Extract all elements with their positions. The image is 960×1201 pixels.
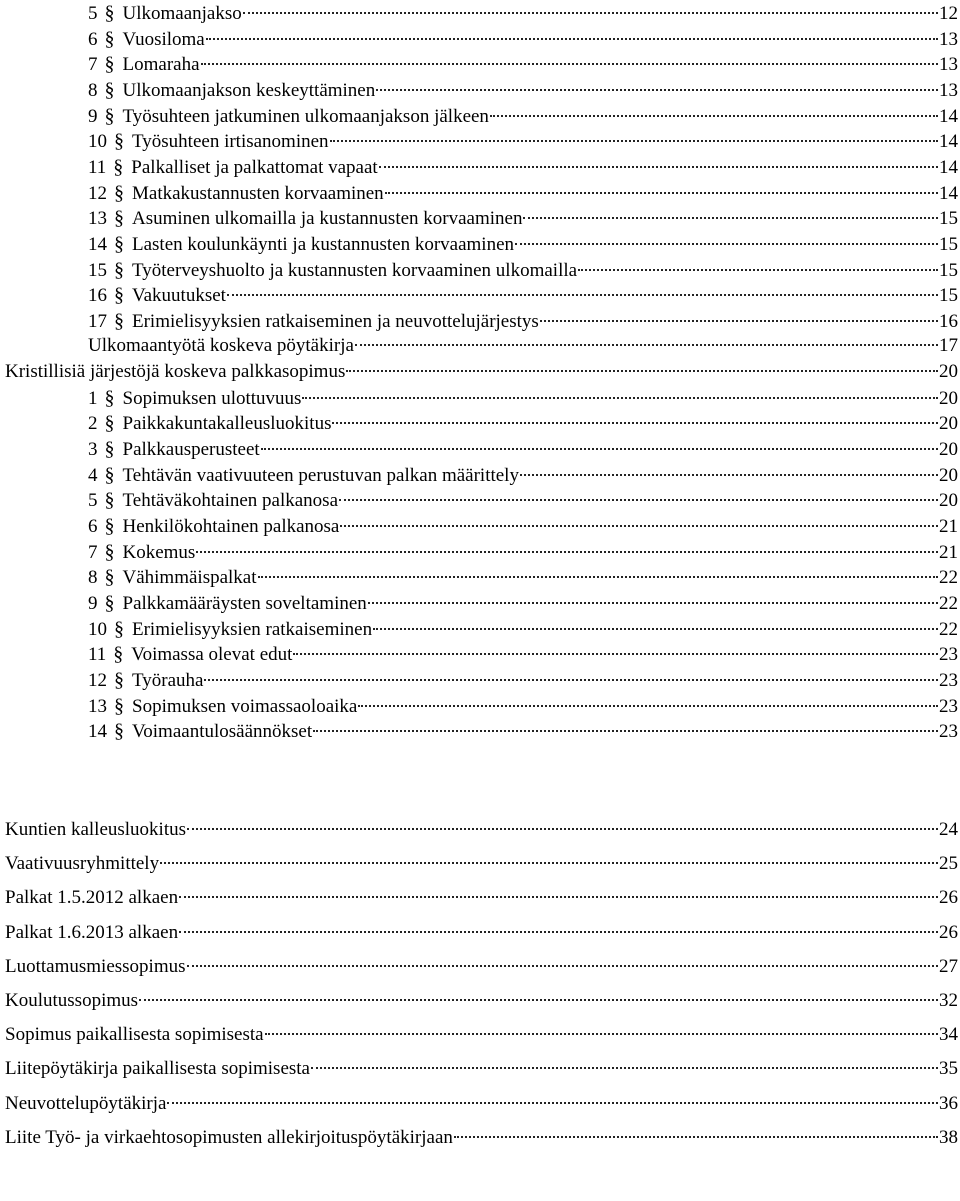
dot-leader <box>490 115 938 117</box>
toc-entry-number: 8 <box>88 79 98 101</box>
toc-entry-page: 20 <box>939 490 958 512</box>
toc-entry-page: 13 <box>939 54 958 76</box>
toc-entry-title: Voimaantulosäännökset <box>132 721 313 743</box>
toc-entry[interactable] <box>88 129 958 153</box>
dot-leader <box>313 730 938 732</box>
dot-leader <box>520 474 938 476</box>
toc-entry[interactable] <box>88 104 958 128</box>
toc-entry-number: 5 <box>88 3 98 24</box>
dot-leader <box>139 999 938 1001</box>
dot-leader <box>523 217 938 219</box>
dot-leader <box>243 12 938 14</box>
dot-leader <box>385 192 938 194</box>
toc-entry-number: 15 <box>88 259 107 281</box>
toc-entry[interactable] <box>5 921 958 945</box>
toc-entry-page: 36 <box>939 1092 958 1114</box>
dot-leader <box>293 653 938 655</box>
toc-entry-page: 14 <box>939 182 958 204</box>
dot-leader <box>167 1102 938 1104</box>
toc-entry-number: 10 <box>88 131 107 153</box>
toc-entry-page: 23 <box>939 695 958 717</box>
section-sign-icon: § <box>104 78 115 101</box>
toc-entry-number: 2 <box>88 413 98 435</box>
dot-leader <box>160 862 938 864</box>
toc-entry-number: 8 <box>88 567 98 589</box>
toc-entry[interactable] <box>88 565 958 589</box>
section-sign-icon: § <box>104 566 115 589</box>
toc-entry-page: 20 <box>939 387 958 409</box>
toc-entry-title: Matkakustannusten korvaaminen <box>132 182 384 204</box>
toc-entry-title: Erimielisyyksien ratkaiseminen ja neuvottelujärjestys <box>132 310 539 332</box>
toc-entry-page: 16 <box>939 310 958 332</box>
toc-entry[interactable] <box>88 78 958 102</box>
toc-entry-page: 12 <box>939 3 958 24</box>
toc-entry-title: Kristillisiä järjestöjä koskeva palkkasopimus <box>5 361 346 383</box>
section-sign-icon: § <box>104 515 115 537</box>
dot-leader <box>376 89 938 91</box>
dot-leader <box>332 422 938 424</box>
toc-entry-page: 15 <box>939 259 958 281</box>
toc-entry-title: Lasten koulunkäynti ja kustannusten korvaaminen <box>132 233 515 255</box>
toc-entry-title: Paikkakuntakalleusluokitus <box>122 413 332 435</box>
toc-entry-title: Palkkamääräysten soveltaminen <box>122 592 367 614</box>
toc-entry-page: 20 <box>939 439 958 461</box>
section-sign-icon: § <box>113 155 124 178</box>
toc-entry-title: Lomaraha <box>122 54 200 76</box>
dot-leader <box>355 344 938 346</box>
section-sign-icon: § <box>114 668 124 691</box>
section-sign-icon: § <box>114 617 124 640</box>
section-sign-icon: § <box>114 130 124 153</box>
toc-entry-page: 23 <box>939 669 958 691</box>
toc-entry[interactable] <box>88 386 958 410</box>
dot-leader <box>187 828 938 830</box>
toc-entry-number: 14 <box>88 233 107 255</box>
dot-leader <box>179 931 938 933</box>
toc-entry-title: Palkat 1.6.2013 alkaen <box>5 921 179 943</box>
section-sign-icon: § <box>114 258 124 281</box>
toc-entry-title: Vähimmäispalkat <box>122 567 257 589</box>
toc-entry[interactable] <box>5 886 958 910</box>
toc-entry-title: Palkat 1.5.2012 alkaen <box>5 887 179 909</box>
toc-entry[interactable] <box>88 617 958 641</box>
toc-entry-title: Vakuutukset <box>132 285 226 307</box>
dot-leader <box>311 1067 938 1069</box>
toc-entry[interactable] <box>88 27 958 51</box>
section-sign-icon: § <box>104 386 115 409</box>
dot-leader <box>379 166 938 168</box>
toc-entry-page: 26 <box>939 921 958 943</box>
toc-entry-number: 7 <box>88 541 98 563</box>
dot-leader <box>454 1136 938 1138</box>
toc-entry[interactable] <box>5 1023 958 1047</box>
toc-entry[interactable] <box>88 258 958 282</box>
dot-leader <box>206 38 938 40</box>
toc-entry-page: 22 <box>939 618 958 640</box>
dot-leader <box>187 965 939 967</box>
dot-leader <box>540 320 938 322</box>
toc-entry[interactable] <box>88 463 958 487</box>
section-sign-icon: § <box>114 284 124 307</box>
toc-entry-title: Työterveyshuolto ja kustannusten korvaaminen ulkomailla <box>132 259 578 281</box>
toc-entry-page: 14 <box>939 105 958 127</box>
toc-entry-page: 14 <box>939 156 958 178</box>
toc-entry-title: Ulkomaantyötä koskeva pöytäkirja <box>88 335 354 357</box>
section-sign-icon: § <box>104 438 115 461</box>
dot-leader <box>179 896 938 898</box>
toc-entry[interactable] <box>88 591 958 615</box>
section-sign-icon: § <box>114 181 124 204</box>
toc-entry-title: Kokemus <box>122 541 196 563</box>
toc-entry-page: 17 <box>939 335 958 357</box>
toc-entry-title: Palkkausperusteet <box>122 439 260 461</box>
toc-entry-number: 7 <box>88 54 98 76</box>
toc-entry[interactable] <box>88 437 958 461</box>
toc-entry-page: 34 <box>939 1024 958 1046</box>
toc-entry[interactable] <box>88 488 958 512</box>
toc-entry-page: 35 <box>939 1058 958 1080</box>
toc-entry-title: Liitepöytäkirja paikallisesta sopimisesta <box>5 1058 310 1080</box>
dot-leader <box>339 499 938 501</box>
toc-entry-page: 22 <box>939 567 958 589</box>
section-sign-icon: § <box>104 53 115 76</box>
toc-entry-title: Työsuhteen irtisanominen <box>132 131 329 153</box>
toc-entry-page: 20 <box>939 361 958 383</box>
toc-entry-page: 32 <box>939 990 958 1011</box>
toc-entry-title: Ulkomaanjakso <box>122 3 242 24</box>
toc-entry-title: Sopimuksen voimassaoloaika <box>132 695 358 717</box>
toc-entry-number: 6 <box>88 516 98 537</box>
toc-entry-page: 23 <box>939 721 958 743</box>
dot-leader <box>201 63 938 65</box>
section-sign-icon: § <box>104 489 115 512</box>
toc-entry-number: 4 <box>88 464 98 486</box>
section-sign-icon: § <box>104 591 115 614</box>
toc-entry-title: Kuntien kalleusluokitus <box>5 819 187 840</box>
toc-entry-number: 16 <box>88 285 107 307</box>
toc-entry[interactable] <box>5 989 958 1013</box>
toc-entry[interactable] <box>88 694 958 718</box>
toc-entry[interactable] <box>5 818 958 842</box>
toc-entry-page: 27 <box>939 955 958 977</box>
toc-entry-number: 9 <box>88 105 98 127</box>
toc-entry-title: Sopimuksen ulottuvuus <box>122 387 302 409</box>
toc-entry-page: 13 <box>939 28 958 50</box>
dot-leader <box>578 269 938 271</box>
section-sign-icon: § <box>114 207 124 230</box>
toc-entry-title: Erimielisyyksien ratkaiseminen <box>132 618 373 640</box>
section-sign-icon: § <box>113 643 124 666</box>
toc-entry-number: 13 <box>88 695 107 717</box>
toc-entry[interactable] <box>88 155 958 179</box>
toc-entry[interactable] <box>88 411 958 435</box>
dot-leader <box>196 551 938 553</box>
toc-entry-title: Työsuhteen jatkuminen ulkomaanjakson jälkeen <box>122 105 489 127</box>
toc-entry-page: 25 <box>939 853 958 875</box>
toc-entry-page: 26 <box>939 887 958 909</box>
toc-entry[interactable] <box>5 1126 958 1150</box>
section-sign-icon: § <box>114 720 124 743</box>
toc-entry[interactable] <box>88 52 958 76</box>
dot-leader <box>368 602 938 604</box>
toc-entry[interactable] <box>5 1092 958 1116</box>
toc-entry-number: 1 <box>88 387 98 409</box>
toc-entry-number: 6 <box>88 28 98 50</box>
toc-entry-title: Työrauha <box>132 669 204 691</box>
toc-entry-title: Asuminen ulkomailla ja kustannusten korvaaminen <box>132 208 523 230</box>
dot-leader <box>258 576 938 578</box>
dot-leader <box>330 140 938 142</box>
section-sign-icon: § <box>114 232 124 255</box>
toc-entry-page: 23 <box>939 644 958 666</box>
section-sign-icon: § <box>104 463 115 486</box>
section-sign-icon: § <box>104 540 115 563</box>
dot-leader <box>373 628 938 630</box>
toc-entry-title: Tehtävän vaativuuteen perustuvan palkan määrittely <box>122 464 519 486</box>
section-sign-icon: § <box>104 104 115 127</box>
toc-entry-title: Tehtäväkohtainen palkanosa <box>122 490 339 512</box>
toc-entry-page: 21 <box>939 541 958 563</box>
toc-entry-title: Koulutussopimus <box>5 990 139 1011</box>
toc-entry-number: 9 <box>88 592 98 614</box>
toc-entry-title: Ulkomaanjakson keskeyttäminen <box>122 79 376 101</box>
section-sign-icon: § <box>104 2 115 24</box>
dot-leader <box>261 448 938 450</box>
toc-entry-title: Henkilökohtainen palkanosa <box>122 516 340 537</box>
toc-entry[interactable] <box>88 514 958 538</box>
toc-entry[interactable] <box>88 181 958 205</box>
section-sign-icon: § <box>114 694 124 717</box>
dot-leader <box>340 525 938 527</box>
section-sign-icon: § <box>104 27 115 50</box>
toc-entry-page: 15 <box>939 285 958 307</box>
toc-entry[interactable] <box>88 206 958 230</box>
toc-entry-number: 12 <box>88 182 107 204</box>
toc-entry-page: 20 <box>939 464 958 486</box>
toc-entry[interactable] <box>5 955 958 979</box>
toc-entry-page: 15 <box>939 208 958 230</box>
toc-entry-page: 22 <box>939 592 958 614</box>
dot-leader <box>346 370 938 372</box>
toc-entry-number: 13 <box>88 208 107 230</box>
toc-entry[interactable] <box>88 334 958 358</box>
toc-entry-page: 13 <box>939 79 958 101</box>
toc-entry-title: Palkalliset ja palkattomat vapaat <box>131 156 378 178</box>
toc-entry-number: 10 <box>88 618 107 640</box>
toc-entry-page: 20 <box>939 413 958 435</box>
toc-entry-number: 3 <box>88 439 98 461</box>
toc-entry-page: 14 <box>939 131 958 153</box>
toc-entry[interactable] <box>88 642 958 666</box>
toc-entry[interactable] <box>88 540 958 564</box>
dot-leader <box>515 243 938 245</box>
dot-leader <box>204 679 938 681</box>
toc-entry[interactable] <box>88 309 958 333</box>
toc-entry[interactable] <box>88 232 958 256</box>
toc-entry-number: 5 <box>88 490 98 512</box>
toc-entry[interactable] <box>88 719 958 743</box>
toc-entry-page: 24 <box>939 819 958 840</box>
section-sign-icon: § <box>104 412 115 435</box>
toc-entry-number: 17 <box>88 310 107 332</box>
toc-entry[interactable] <box>88 283 958 307</box>
toc-entry[interactable] <box>88 1 958 25</box>
dot-leader <box>358 705 938 707</box>
toc-entry[interactable] <box>5 1057 958 1081</box>
dot-leader <box>302 397 938 399</box>
toc-entry-number: 11 <box>88 644 107 666</box>
toc-entry-number: 14 <box>88 721 107 743</box>
section-sign-icon: § <box>114 309 124 332</box>
toc-entry-title: Luottamusmiessopimus <box>5 955 186 977</box>
toc-entry-number: 12 <box>88 669 107 691</box>
toc-entry[interactable] <box>5 360 958 384</box>
toc-entry-title: Vaativuusryhmittely <box>5 853 160 875</box>
toc-entry[interactable] <box>5 852 958 876</box>
dot-leader <box>227 294 938 296</box>
toc-entry-title: Voimassa olevat edut <box>131 644 293 666</box>
toc-entry-page: 21 <box>939 516 958 537</box>
toc-entry-page: 38 <box>939 1126 958 1148</box>
dot-leader <box>265 1033 938 1035</box>
toc-entry[interactable] <box>88 668 958 692</box>
toc-entry-title: Vuosiloma <box>122 28 205 50</box>
toc-entry-page: 15 <box>939 233 958 255</box>
toc-entry-title: Neuvottelupöytäkirja <box>5 1092 167 1114</box>
toc-entry-number: 11 <box>88 156 107 178</box>
toc-entry-title: Sopimus paikallisesta sopimisesta <box>5 1024 264 1046</box>
toc-entry-title: Liite Työ- ja virkaehtosopimusten allekirjoituspöytäkirjaan <box>5 1126 453 1148</box>
